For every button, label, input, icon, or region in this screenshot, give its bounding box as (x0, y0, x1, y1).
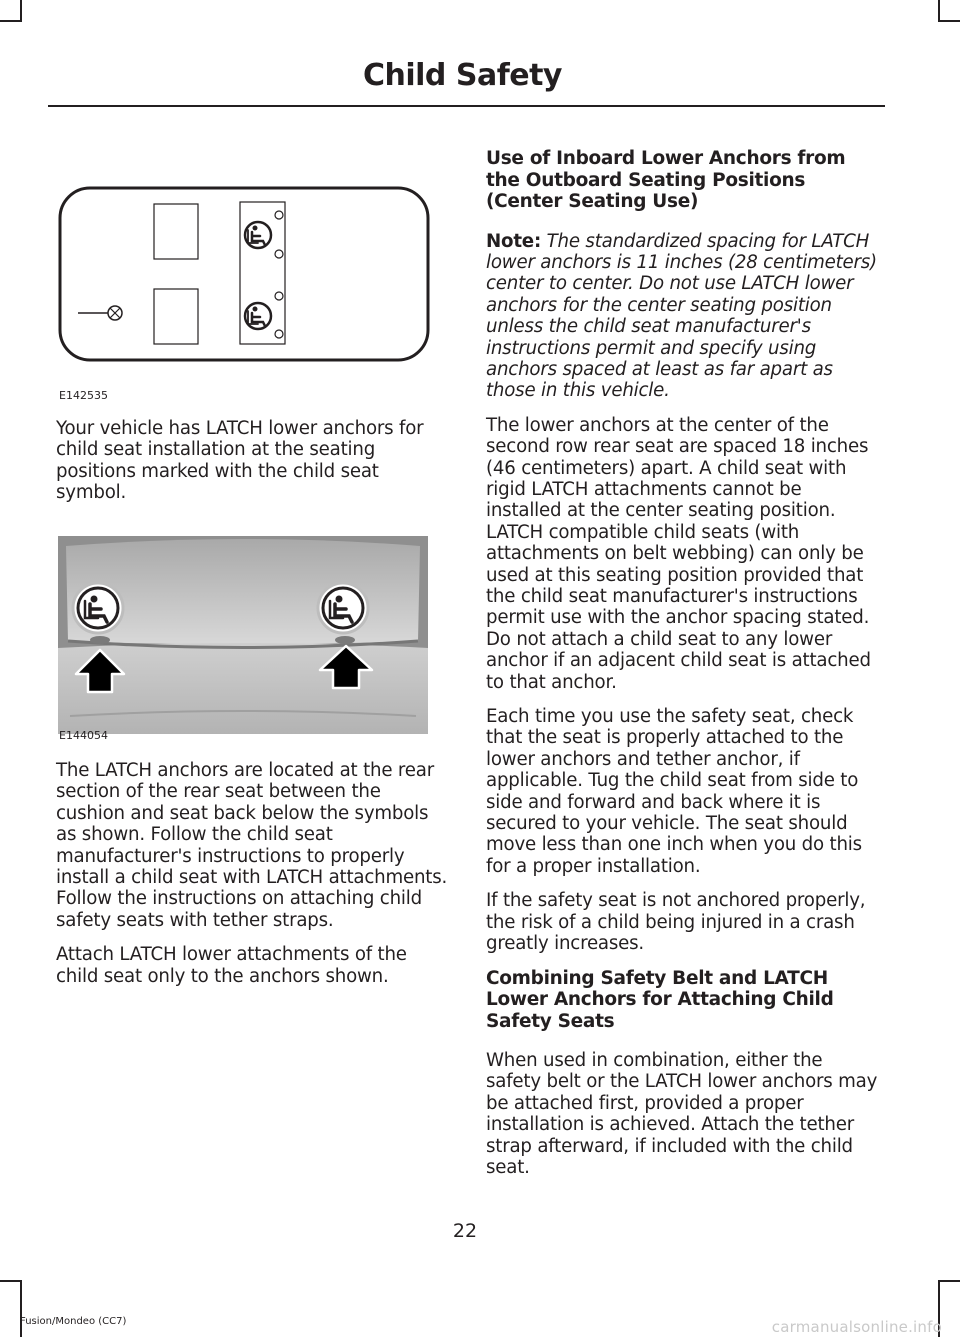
child-seat-symbol-icon (245, 303, 271, 329)
note-text: The standardized spacing for LATCH lower anchors is 11 inches (28 centimeters) center to center. Do not use LATCH lower anchors for the center seating position unless the child seat manufacturer's instructions permit and specify using anchors spaced at least as far apart as those in this vehicle. (486, 230, 877, 402)
paragraph: Attach LATCH lower attachments of the child seat only to the anchors shown. (56, 944, 407, 987)
note (486, 231, 881, 402)
figure-code: E142535 (59, 389, 108, 402)
paragraph: When used in combination, either the safety belt or the LATCH lower anchors may be attached first, provided a proper installation is achieved. Attach the tether strap afterward, if included with the child seat. (486, 1050, 878, 1179)
crop-mark (938, 0, 940, 22)
section-heading: Use of Inboard Lower Anchors from the Outboard Seating Positions (Center Seating Use) (486, 148, 846, 212)
figure-code: E144054 (59, 729, 108, 742)
right-column (486, 148, 881, 1191)
title-divider (48, 105, 885, 107)
crop-mark (938, 20, 960, 22)
crop-mark (0, 20, 22, 22)
left-text-block-2 (56, 760, 448, 1000)
paragraph: Your vehicle has LATCH lower anchors for child seat installation at the seating positions marked with the child seat symbol. (56, 418, 424, 504)
child-seat-symbol-icon (318, 583, 368, 633)
crop-mark (20, 1280, 22, 1337)
paragraph: The lower anchors at the center of the second row rear seat are spaced 18 inches (46 centimeters) apart. A child seat with rigid LATCH attachments cannot be installed at the center seating position. LATCH compatible child seats (with attachments on belt webbing) can only be used at this seating position provided that the child seat manufacturer's instructions permit use with the anchor spacing stated. Do not attach a child seat to any lower anchor if an adjacent child seat is attached to that anchor. (486, 414, 871, 693)
note-label: Note: (486, 230, 542, 252)
page-title: Child Safety (362, 58, 562, 93)
footer-model: Fusion/Mondeo (CC7) (20, 1316, 127, 1327)
child-seat-symbol-icon (73, 583, 123, 633)
left-text-block-1 (56, 418, 448, 517)
front-seat-right (154, 289, 198, 344)
watermark: carmanualsonline.info (771, 1318, 942, 1336)
page-number: 22 (452, 1220, 478, 1242)
paragraph: The LATCH anchors are located at the rear section of the rear seat between the cushion and seat back below the symbols as shown. Follow the child seat manufacturer's instructions to properly install a child seat with LATCH attachments. Follow the instructions on attaching child safety seats with tether straps. (56, 760, 448, 931)
child-seat-symbol-icon (245, 222, 271, 248)
crop-mark (20, 0, 22, 22)
front-seat-left (154, 204, 198, 259)
paragraph: If the safety seat is not anchored properly, the risk of a child being injured in a crash greatly increases. (486, 890, 866, 955)
crop-mark (938, 1280, 960, 1282)
seat-layout-diagram (58, 186, 430, 362)
anchor-location-illustration (58, 536, 428, 734)
section-heading: Combining Safety Belt and LATCH Lower Anchors for Attaching Child Safety Seats (486, 967, 834, 1032)
crop-mark (0, 1280, 22, 1282)
paragraph: Each time you use the safety seat, check that the seat is properly attached to the lower anchors and tether anchor, if applicable. Tug the child seat from side to side and forward and back where it is secured to your vehicle. The seat should move less than one inch when you do this for a proper installation. (486, 706, 862, 877)
